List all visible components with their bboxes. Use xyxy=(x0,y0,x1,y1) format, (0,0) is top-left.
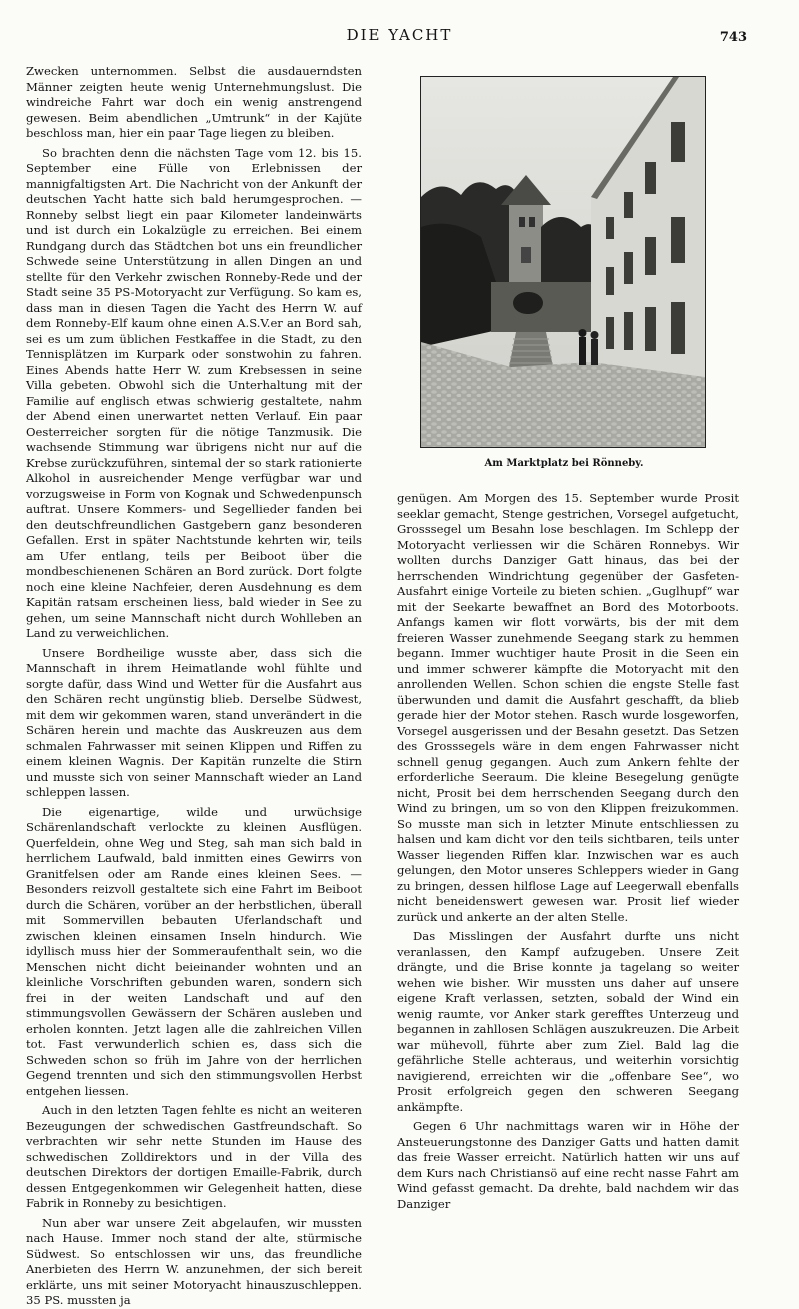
paragraph: genügen. Am Morgen des 15. September wurde Prosit seeklar gemacht, Stenge gestrichen, Vorsegel aufgetucht, Grosssegel um Besahn lose beschlagen. Im Schlepp der Motoryacht verliessen wir die Schären Ronnebys. Wir wollten durchs Danziger Gatt hinaus, das bei der herrschenden Windrichtung gegenüber der Gasfeten-Ausfahrt einige Vorteile zu bieten schien. „Guglhupf“ war mit der Seekarte bewaffnet an Bord des Motorboots. Anfangs kamen wir flott vorwärts, bis der mit dem freieren Wasser zunehmende Seegang stark zu hemmen begann. Immer wuchtiger haute Prosit in die Seen ein und immer schwerer kämpfte die Motoryacht mit den anrollenden Wellen. Schon schien die engste Stelle fast überwunden und damit die Ausfahrt geschafft, da blieb gerade hier der Motor stehen. Rasch wurde losgeworfen, Vorsegel ausgerissen und der Besahn gesetzt. Das Setzen des Grosssegels wäre in dem engen Fahrwasser nicht schnell genug gegangen. Auch zum Ankern fehlte der erforderliche Seeraum. Die kleine Besegelung genügte nicht, Prosit bei dem herrschenden Seegang durch den Wind zu bringen, um so von den Klippen freizukommen. So musste man sich in letzter Minute entschliessen zu halsen und kam dicht vor den teils sichtbaren, teils unter Wasser liegenden Riffen klar. Inzwischen war es auch gelungen, den Motor unseres Schleppers wieder in Gang zu bringen, dessen hilflose Lage auf Leegerwall ebenfalls nicht beneidenswert gewesen war. Prosit lief wieder zurück und ankerte an der alten Stelle. xyxy=(397,491,739,924)
page-number: 743 xyxy=(719,30,747,45)
right-text-column xyxy=(397,491,739,1211)
paragraph: Auch in den letzten Tagen fehlte es nicht an weiteren Bezeugungen der schwedischen Gastfreundschaft. So verbrachten wir sehr nette Stunden im Hause des schwedischen Zolldirektors und in der Villa des deutschen Direktors der dortigen Emaille-Fabrik, durch dessen Entgegenkommen wir Gelegenheit hatten, diese Fabrik in Ronneby zu besichtigen. xyxy=(26,1103,362,1210)
paragraph: Die eigenartige, wilde und urwüchsige Schärenlandschaft verlockte zu kleinen Ausflügen. Querfeldein, ohne Weg und Steg, sah man sich bald in herrlichem Laufwald, bald inmitten eines Gewirrs von Granitfelsen oder am Rande eines kleinen Sees. — Besonders reizvoll gestaltete sich eine Fahrt im Beiboot durch die Schären, vorüber an der herbstlichen, überall mit Sommervillen bebauten Uferlandschaft und zwischen kleinen einsamen Inseln hindurch. Wie idyllisch muss hier der Sommeraufenthalt sein, wo die Menschen nicht dicht beieinander wohnten und an kleinliche Vorschriften gebunden waren, sondern sich frei in der weiten Landschaft und auf den stimmungsvollen Gewässern der Schären ausleben und erholen konnten. Jetzt lagen alle die zahlreichen Villen tot. Fast verwunderlich schien es, dass sich die Schweden schon so früh im Jahre von der herrlichen Gegend trennten und sich den stimmungsvollen Herbst entgehen liessen. xyxy=(26,804,362,1098)
figure-caption: Am Marktplatz bei Rönneby. xyxy=(484,458,644,469)
paragraph: Gegen 6 Uhr nachmittags waren wir in Höhe der Ansteuerungstonne des Danziger Gatts und hatten damit das freie Wasser erreicht. Natürlich hatten wir uns auf dem Kurs nach Christiansö auf eine recht nasse Fahrt am Wind gefasst gemacht. Da drehte, bald nachdem wir das Danziger xyxy=(397,1119,739,1211)
paragraph: Zwecken unternommen. Selbst die ausdauerndsten Männer zeigten heute wenig Unternehmungslust. Die windreiche Fahrt war doch ein wenig anstrengend gewesen. Beim abendlichen „Umtrunk“ in der Kajüte beschloss man, hier ein paar Tage liegen zu bleiben. xyxy=(26,64,362,140)
photo-illustration xyxy=(421,77,705,447)
left-text-column xyxy=(26,64,362,1307)
running-header-title: DIE YACHT xyxy=(346,26,453,44)
paragraph: So brachten denn die nächsten Tage vom 12. bis 15. September eine Fülle von Erlebnissen der mannigfaltigsten Art. Die Nachricht von der Ankunft der deutschen Yacht hatte sich bald herumgesprochen. — Ronneby selbst liegt ein paar Kilometer landeinwärts und ist durch ein Lokalzügle zu erreichen. Bei einem Rundgang durch das Städtchen bot uns ein freundlicher Schwede seine Unterstützung in allen Dingen an und stellte für den Verkehr zwischen Ronneby-Rede und der Stadt seine 35 PS-Motoryacht zur Verfügung. So kam es, dass man in diesen Tagen die Yacht des Herrn W. auf dem Ronneby-Elf kaum ohne einen A.S.V.er an Bord sah, sei es um zum üblichen Festkaffee in die Stadt, zu den Tennisplätzen im Kurpark oder sonstwohin zu fahren. Eines Abends hatte Herr W. zum Krebsessen in seine Villa gebeten. Obwohl sich die Unterhaltung mit der Familie auf englisch etwas schwierig gestaltete, nahm der Abend einen unerwartet netten Verlauf. Ein paar Oesterreicher sorgten für die nötige Tanzmusik. Die wachsende Stimmung war übrigens nicht nur auf die Krebse zurückzuführen, sintemal der so stark rationierte Alkohol in ausreichender Menge verfügbar war und vorzugsweise in Form von Kognak und Schwedenpunsch auftrat. Unsere Kommers- und Segellieder fanden bei den deutschfreundlichen Gastgebern ganz besonderen Gefallen. Erst in später Nachtstunde kehrten wir, teils am Ufer entlang, teils per Beiboot über die mondbeschienenen Schären an Bord zurück. Dort folgte noch eine kleine Nachfeier, deren Ausdehnung es dem Kapitän ratsam erscheinen liess, bald wieder in See zu gehen, um seine Mannschaft nicht durch Wohlleben an Land zu verweichlichen. xyxy=(26,145,362,640)
paragraph: Das Misslingen der Ausfahrt durfte uns nicht veranlassen, den Kampf aufzugeben. Unsere Zeit drängte, und die Brise konnte ja tagelang so weiter wehen wie bisher. Wir mussten uns daher auf unsere eigene Kraft verlassen, setzten, sobald der Wind ein wenig raumte, vor Anker stark gerefftes Unterzeug und begannen in zahllosen Schlägen auszukreuzen. Die Arbeit war mühevoll, führte aber zum Ziel. Bald lag die gefährliche Stelle achteraus, und weiterhin vorsichtig navigierend, erreichten wir die „offenbare See“, wo Prosit erfolgreich gegen den schweren Seegang ankämpfte. xyxy=(397,929,739,1114)
paragraph: Unsere Bordheilige wusste aber, dass sich die Mannschaft in ihrem Heimatlande wohl fühlte und sorgte dafür, dass Wind und Wetter für die Ausfahrt aus den Schären recht ungünstig blieb. Derselbe Südwest, mit dem wir gekommen waren, stand unverändert in die Schären herein und machte das Auskreuzen aus dem schmalen Fahrwasser mit seinen Klippen und Riffen zu einem kleinen Wagnis. Der Kapitän runzelte die Stirn und musste sich von seiner Mannschaft wieder an Land schleppen lassen. xyxy=(26,645,362,799)
photo-marketplace-ronneby xyxy=(420,76,706,448)
paragraph: Nun aber war unsere Zeit abgelaufen, wir mussten nach Hause. Immer noch stand der alte, stürmische Südwest. So entschlossen wir uns, das freundliche Anerbieten des Herrn W. anzunehmen, der sich bereit erklärte, uns mit seiner Motoryacht hinauszuschleppen. 35 PS. mussten ja xyxy=(26,1215,362,1307)
